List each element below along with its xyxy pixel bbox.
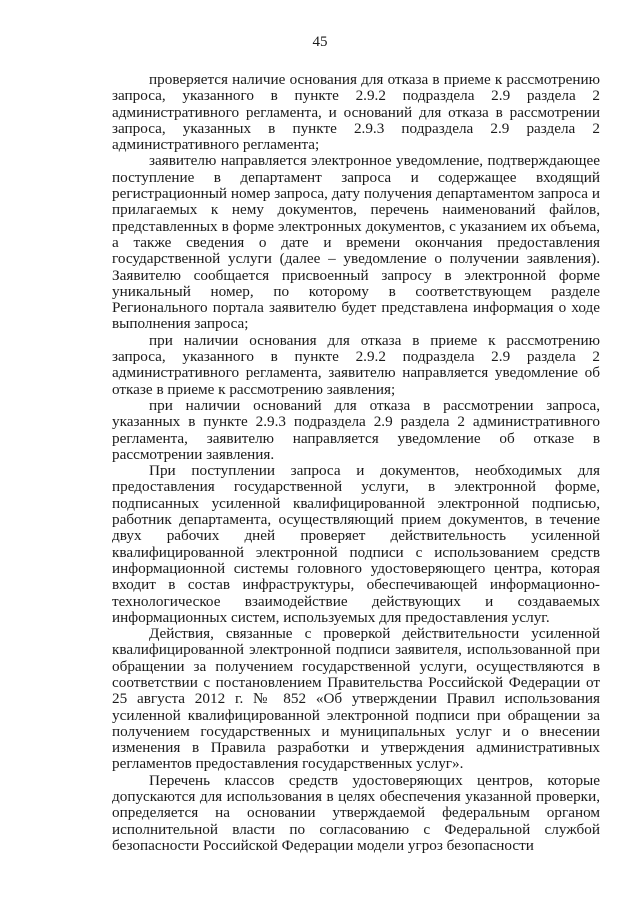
- paragraph-refusal-acceptance: при наличии основания для отказа в приеме к рассмотрению запроса, указанного в пункте 2.9.2 подраздела 2.9 раздела 2 административного регламента, заявителю направляется уведомление об отказе в приеме к рассмотрению заявления;: [112, 331, 600, 398]
- document-body: [112, 72, 600, 854]
- page-number: 45: [312, 34, 328, 50]
- paragraph-certification-classes: Перечень классов средств удостоверяющих центров, которые допускаются для использования в целях обеспечения указанной проверки, определяется на основании утверждаемой федеральным органом исполнительной власти по согласованию с Федеральной службой безопасности Российской Федерации модели угроз безопасности: [112, 771, 600, 854]
- paragraph-refusal-consideration: при наличии оснований для отказа в рассмотрении запроса, указанных в пункте 2.9.3 подраздела 2.9 раздела 2 административного регламента, заявителю направляется уведомление об отказе в рассмотрении заявления.: [112, 396, 600, 463]
- paragraph-electronic-notification: заявителю направляется электронное уведомление, подтверждающее поступление в департамент запроса и содержащее входящий регистрационный номер запроса, дату получения департаментом запроса и прилагаемых к нему документов, перечень наименований файлов, представленных в форме электронных документов, с указанием их объема, а также сведения о дате и времени окончания предоставления государственной услуги (далее – уведомление о получении заявления). Заявителю сообщается присвоенный запросу в электронной форме уникальный номер, по которому в соответствующем разделе Регионального портала заявителю будет представлена информация о ходе выполнения запроса;: [112, 152, 600, 333]
- paragraph-signature-verification: При поступлении запроса и документов, необходимых для предоставления государственной услуги, в электронной форме, подписанных усиленной квалифицированной электронной подписью, работник департамента, осуществляющий прием документов, в течение двух рабочих дней проверяет действительность усиленной квалифицированной электронной подписи с использованием средств информационной системы головного удостоверяющего центра, которая входит в состав инфраструктуры, обеспечивающей информационно-технологическое взаимодействие действующих и создаваемых информационных систем, используемых для предоставления услуг.: [112, 462, 600, 626]
- paragraph-check-grounds: проверяется наличие основания для отказа в приеме к рассмотрению запроса, указанного в пункте 2.9.2 подраздела 2.9 раздела 2 административного регламента, и оснований для отказа в рассмотрении запроса, указанных в пункте 2.9.3 подраздела 2.9 раздела 2 административного регламента;: [112, 71, 600, 154]
- paragraph-signature-actions: Действия, связанные с проверкой действительности усиленной квалифицированной электронной подписи заявителя, использованной при обращении за получением государственной услуги, осуществляются в соответствии с постановлением Правительства Российской Федерации от 25 августа 2012 г. № 852 «Об утверждении Правил использования усиленной квалифицированной электронной подписи при обращении за получением государственных и муниципальных услуг и о внесении изменения в Правила разработки и утверждения административных регламентов предоставления государственных услуг».: [112, 625, 600, 773]
